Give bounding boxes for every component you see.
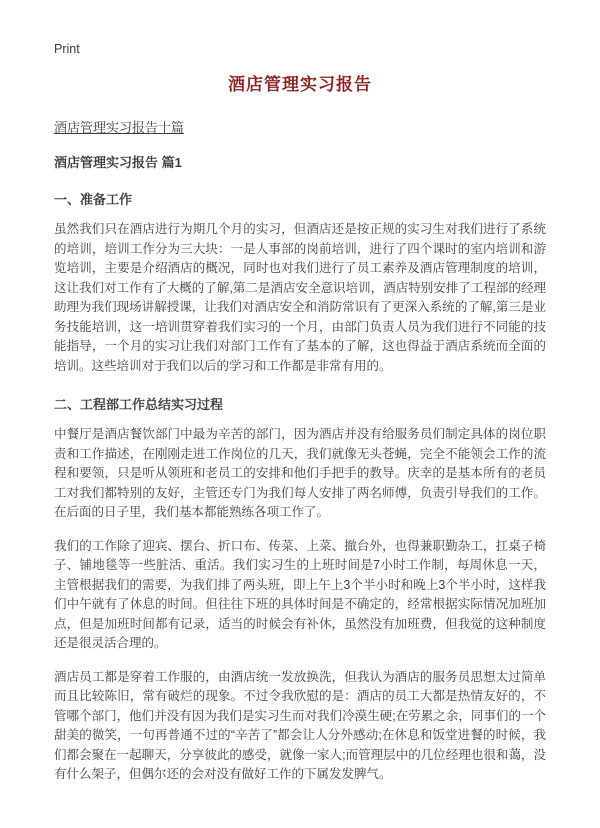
section-heading-preparation: 一、准备工作 — [54, 192, 133, 207]
section-heading-engineering-summary: 二、工程部工作总结实习过程 — [54, 397, 224, 412]
subtitle-link[interactable]: 酒店管理实习报告十篇 — [54, 120, 185, 135]
paragraph: 酒店员工都是穿着工作服的，由酒店统一发放换洗，但我认为酒店的服务员思想太过简单而且比较陈旧，常有破烂的现象。不过令我欣慰的是：酒店的员工大都是热情友好的，不管哪个部门，他们并没有因为我们是实习生而对我们冷漠生硬;在劳累之余，同事们的一个甜美的微笑，一句再普通不过的“辛苦了”都会让人分外感动;在休息和饭堂进餐的时候，我们都会聚在一起聊天，分享彼此的感受，就像一家人;而管理层中的几位经理也很和蔼，没有什么架子，但偶尔还的会对没有做好工作的下属发发脾气。 — [54, 669, 546, 781]
doc-heading: 酒店管理实习报告 篇1 — [54, 155, 182, 170]
print-link[interactable]: Print — [54, 42, 80, 56]
paragraph: 虽然我们只在酒店进行为期几个月的实习，但酒店还是按正规的实习生对我们进行了系统的培训，培训工作分为三大块：一是人事部的岗前培训，进行了四个课时的室内培训和游览培训，主要是介绍酒店的概况，同时也对我们进行了员工素养及酒店管理制度的培训，这让我们对工作有了大概的了解,第二是酒店安全意识培训，酒店特别安排了工程部的经理助理为我们现场讲解授课，让我们对酒店安全和消防常识有了更深入系统的了解,第三是业务技能培训，这一培训贯穿着我们实习的一个月，由部门负责人员为我们进行不同能的技能指导，一个月的实习让我们对部门工作有了基本的了解，这也得益于酒店系统而全面的培训。这些培训对于我们以后的学习和工作都是非常有用的。 — [54, 222, 546, 373]
page-title: 酒店管理实习报告 — [228, 75, 372, 94]
paragraph: 中餐厅是酒店餐饮部门中最为辛苦的部门，因为酒店并没有给服务员们制定具体的岗位职责和工作描述，在刚刚走进工作岗位的几天，我们就像无头苍蝇，完全不能领会工作的流程和要领，只是听从领班和老员工的安排和他们手把手的教导。庆幸的是基本所有的老员工对我们都特别的友好，主管还专门为我们每人安排了两名师傅，负责引导我们的工作。在后面的日子里，我们基本都能熟练各项工作了。 — [54, 427, 546, 519]
paragraph: 我们的工作除了迎宾、摆台、折口布、传菜、上菜、撤台外，也得兼职勤杂工，扛桌子椅子、铺地毯等一些脏活、重活。我们实习生的上班时间是7小时工作制，每周休息一天，主管根据我们的需要，为我们排了两头班，即上午上3个半小时和晚上3个半小时，这样我们中午就有了休息的时间。但往往下班的具体时间是不确定的，经常根据实际情况加班加点，但是加班时间都有记录，适当的时候会有补休，虽然没有加班费，但我觉的这种制度还是很灵活合理的。 — [54, 538, 546, 650]
